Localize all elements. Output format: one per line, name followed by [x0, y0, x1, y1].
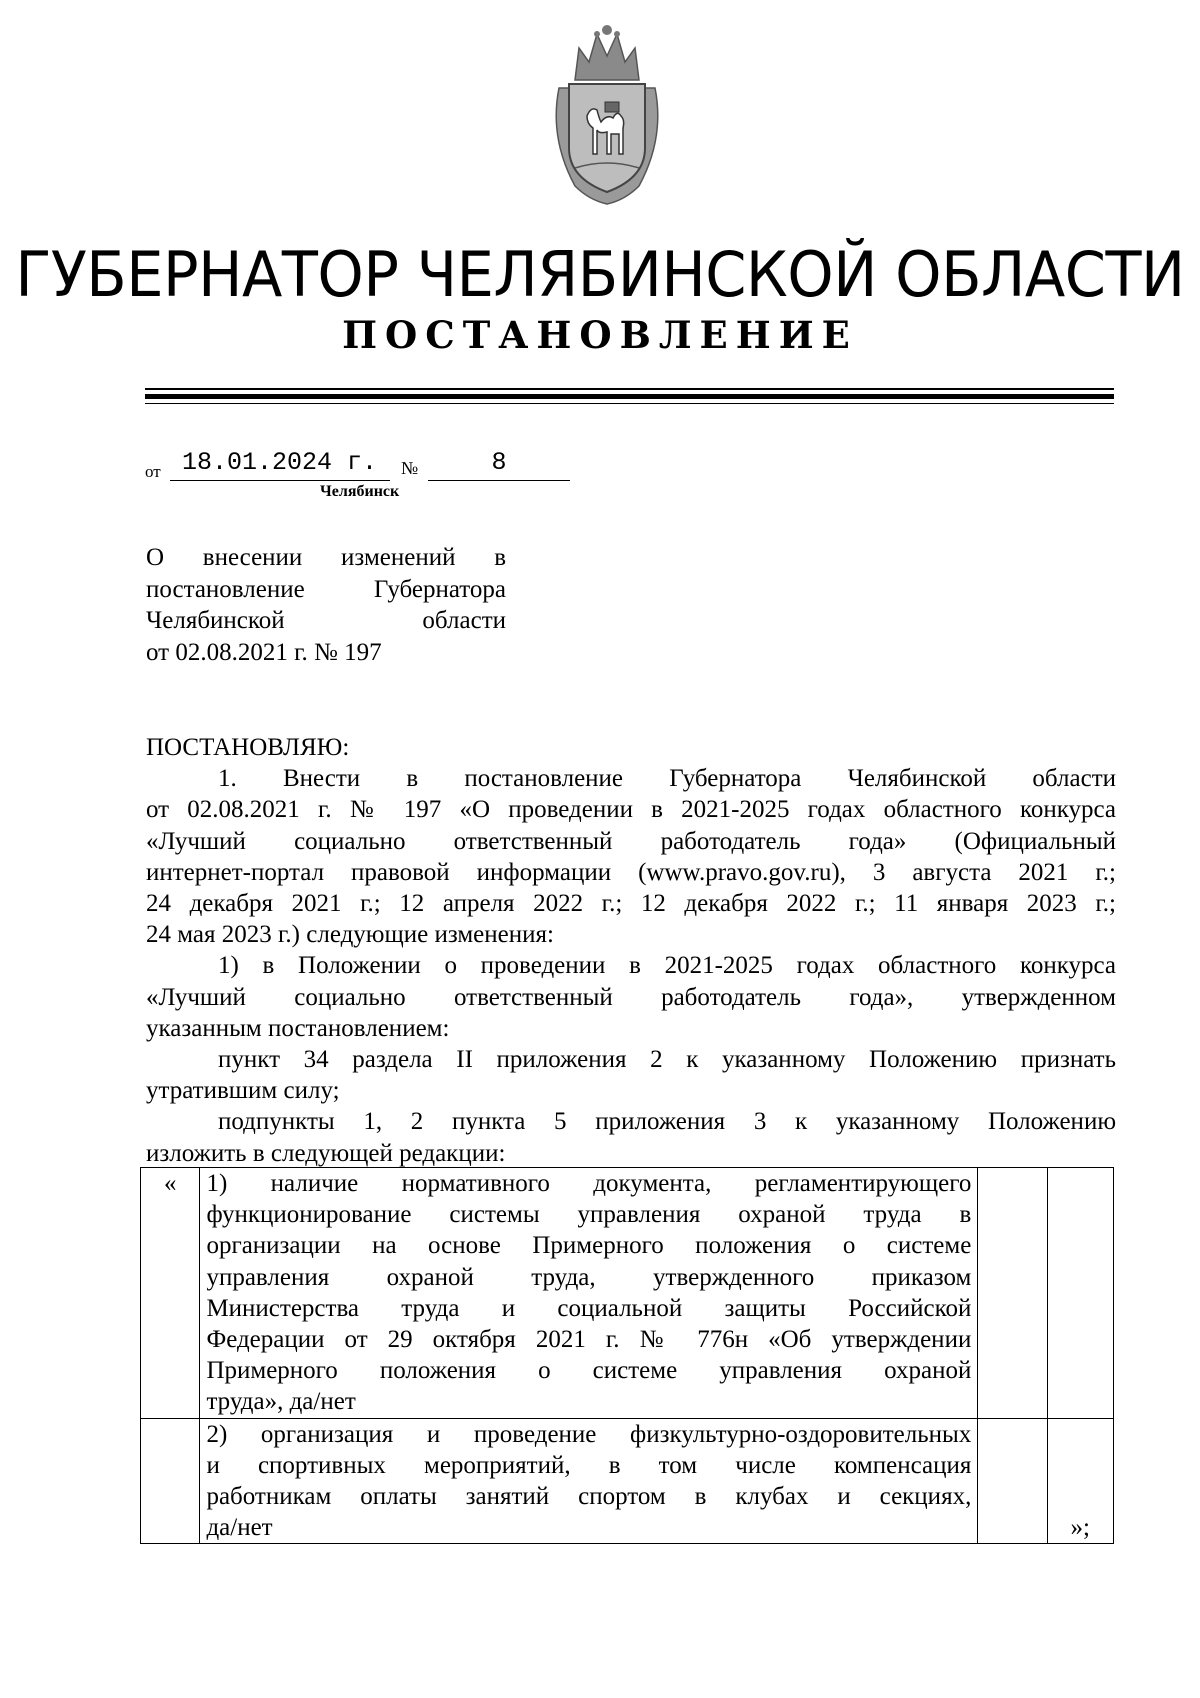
body-line: подпункты 1, 2 пункта 5 приложения 3 к указанному Положению	[218, 1108, 1116, 1136]
item-line: организации на основе Примерного положения о системе	[206, 1232, 972, 1260]
item-line: управления охраной труда, утвержденного приказом	[206, 1263, 972, 1291]
table-cell-close-quote: »;	[1047, 1418, 1113, 1544]
document-city: Челябинск	[320, 483, 400, 500]
body-line: от 02.08.2021 г. № 197 «О проведении в 2021-2025 годах областного конкурса	[146, 796, 1116, 824]
amendment-table	[140, 1167, 1114, 1544]
subject-line: О внесении изменений в	[146, 544, 506, 571]
header-divider-thick	[145, 394, 1114, 399]
body-line: утратившим силу;	[146, 1077, 340, 1105]
item-line: функционирование системы управления охраной труда в	[206, 1201, 972, 1229]
body-line: 24 декабря 2021 г.; 12 апреля 2022 г.; 12 декабря 2022 г.; 11 января 2023 г.;	[146, 890, 1116, 918]
document-type: ПОСТАНОВЛЕНИЕ	[342, 313, 858, 357]
table-cell-item-1	[200, 1168, 978, 1419]
table-cell-empty	[978, 1418, 1047, 1544]
item-line: и спортивных мероприятий, в том числе компенсация	[206, 1451, 972, 1479]
header-divider-thin	[145, 388, 1114, 390]
body-line: «Лучший социально ответственный работодатель года» (Официальный	[146, 827, 1116, 855]
item-line: 1) наличие нормативного документа, регламентирующего	[206, 1170, 972, 1197]
header-divider-bottom	[145, 403, 1114, 404]
table-cell-item-2	[200, 1418, 978, 1544]
body-line: указанным постановлением:	[146, 1014, 450, 1042]
table-cell-empty	[1047, 1168, 1113, 1419]
item-line: Министерства труда и социальной защиты Российской	[206, 1294, 972, 1322]
date-prefix: от	[145, 462, 161, 481]
issuer-title: ГУБЕРНАТОР ЧЕЛЯБИНСКОЙ ОБЛАСТИ	[15, 238, 1185, 311]
body-line: 1) в Положении о проведении в 2021-2025 годах областного конкурса	[218, 952, 1116, 980]
table-cell-empty	[978, 1168, 1047, 1419]
document-body	[146, 732, 1116, 1169]
table-row	[141, 1418, 1114, 1544]
table-cell-open-quote: «	[141, 1168, 200, 1419]
body-line: «Лучший социально ответственный работодатель года», утвержденном	[146, 983, 1116, 1011]
subject-line: Челябинской области	[146, 607, 506, 634]
body-line: интернет-портал правовой информации (www.pravo.gov.ru), 3 августа 2021 г.;	[146, 858, 1116, 886]
table-cell-empty	[141, 1418, 200, 1544]
item-line: Федерации от 29 октября 2021 г. № 776н «Об утверждении	[206, 1326, 972, 1354]
body-line: 24 мая 2023 г.) следующие изменения:	[146, 921, 554, 949]
coat-of-arms-emblem	[545, 18, 669, 208]
document-date: 18.01.2024 г.	[170, 448, 390, 481]
body-line: изложить в следующей редакции:	[146, 1139, 506, 1167]
item-line: Примерного положения о системе управления охраной	[206, 1357, 972, 1385]
document-subject	[146, 542, 506, 668]
item-line: 2) организация и проведение физкультурно-оздоровительных	[206, 1420, 972, 1448]
number-sign: №	[401, 458, 419, 478]
item-line: работникам оплаты занятий спортом в клубах и секциях,	[206, 1483, 972, 1511]
body-line: 1. Внести в постановление Губернатора Челябинской области	[218, 765, 1116, 793]
subject-line: от 02.08.2021 г. № 197	[146, 638, 382, 666]
item-line: да/нет	[206, 1514, 273, 1542]
item-line: труда», да/нет	[206, 1388, 356, 1416]
table-row	[141, 1168, 1114, 1419]
body-line: пункт 34 раздела II приложения 2 к указанному Положению признать	[218, 1046, 1116, 1074]
subject-line: постановление Губернатора	[146, 575, 506, 603]
decree-word: ПОСТАНОВЛЯЮ:	[146, 734, 350, 761]
document-number: 8	[428, 448, 570, 481]
